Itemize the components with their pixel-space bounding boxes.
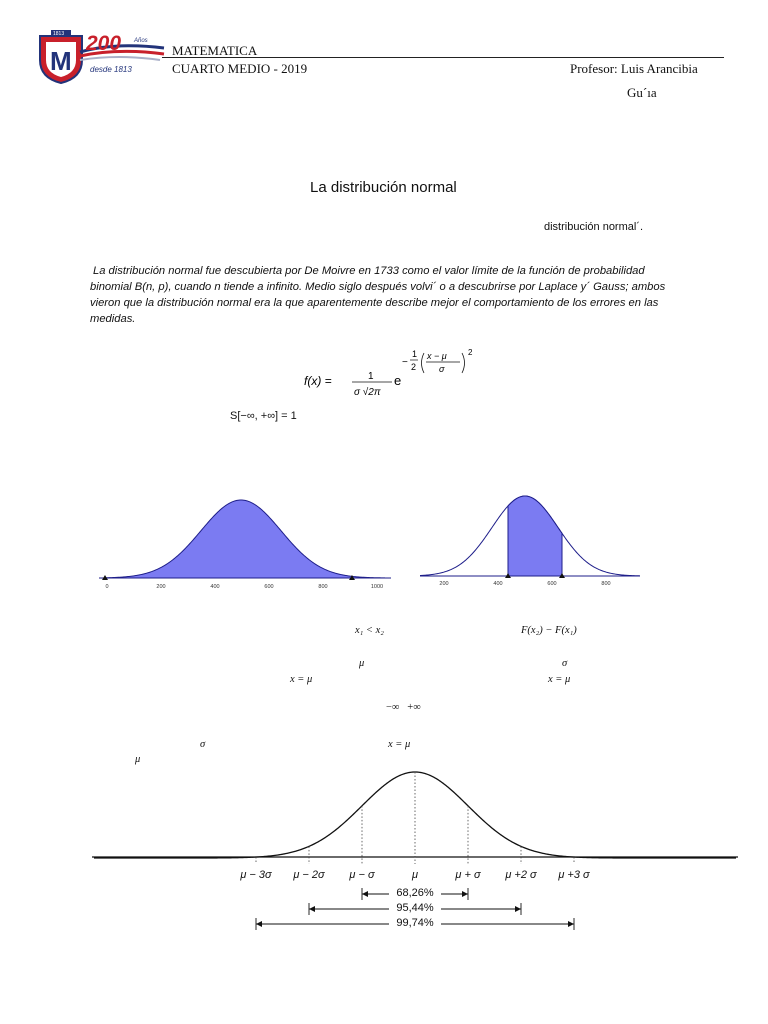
- range-arrow-head: [309, 906, 315, 912]
- right-tick-label: 800: [601, 581, 611, 587]
- formula-exp-num: 1: [412, 349, 418, 359]
- term-label: distribución normal´.: [544, 221, 644, 233]
- formula-exp-sign: −: [402, 357, 408, 368]
- normal-pdf-formula: [300, 345, 500, 405]
- note-x-eq-mu: x = μ: [548, 674, 571, 685]
- logo-year: 1813: [53, 31, 65, 37]
- left-tick-label: 800: [318, 584, 328, 590]
- range-arrow-head: [515, 906, 521, 912]
- formula-inner-den: σ: [439, 364, 445, 374]
- note-sigma-2: σ: [200, 739, 206, 750]
- range-label: 68,26%: [396, 887, 434, 899]
- left-tick-label: 0: [105, 584, 109, 590]
- note-x-eq-mu-3: x = μ: [388, 739, 411, 750]
- left-tick-label: 200: [156, 584, 166, 590]
- bell-tick-label: μ +2 σ: [505, 869, 537, 881]
- formula-lhs: f(x) =: [304, 374, 332, 388]
- right-curve-fill: [508, 496, 562, 576]
- course-label: CUARTO MEDIO - 2019: [172, 61, 308, 76]
- range-label: 99,74%: [396, 917, 434, 929]
- note-sigma: σ: [562, 658, 568, 669]
- bell-tick-label: μ + σ: [455, 869, 481, 881]
- range-arrow-head: [462, 891, 468, 897]
- note-infinities: −∞ +∞: [386, 702, 421, 713]
- bell-curve-diagram: [90, 760, 740, 935]
- integral-line: S[−∞, +∞] = 1: [230, 410, 297, 422]
- school-logo: [36, 28, 168, 84]
- subject-label: MATEMATICA: [172, 43, 258, 58]
- formula-power: 2: [468, 348, 473, 357]
- left-tick-label: 400: [210, 584, 220, 590]
- svg-text:M: M: [50, 46, 72, 76]
- formula-denominator: σ √2π: [354, 387, 381, 398]
- bell-tick-label: μ − 2σ: [293, 869, 325, 881]
- right-tick-label: 600: [547, 581, 557, 587]
- note-f-diff: F(x₂) − F(x₁): [521, 625, 577, 636]
- paragraph-line: vieron que la distribución normal era la que aparentemente describe mejor el comportamiento de los errores en las: [90, 297, 659, 309]
- formula-base: e: [394, 373, 402, 388]
- normal-curve-left: [95, 490, 395, 595]
- bell-range-arrows: [256, 886, 574, 930]
- bell-guide-lines: [256, 772, 574, 864]
- page-title: La distribución normal: [310, 179, 457, 196]
- formula-inner-num: x − μ: [427, 351, 447, 361]
- note-mu-2: μ: [135, 754, 141, 765]
- paragraph-line: La distribución normal fue descubierta por De Moivre en 1733 como el valor límite de la función de probabilidad: [93, 265, 645, 277]
- paragraph-line: binomial B(n, p), cuando n tiende a infinito. Medio siglo después volvi´ o a descubrirse por Laplace y´ Gauss; ambos: [90, 281, 666, 293]
- left-tick-label: 600: [264, 584, 274, 590]
- right-tick-labels: [439, 581, 610, 587]
- formula-exp-den: 2: [411, 362, 417, 372]
- left-curve-fill: [105, 500, 385, 578]
- formula-numerator: 1: [368, 371, 374, 382]
- bell-tick-label: μ +3 σ: [558, 869, 590, 881]
- normal-curve-right: [418, 490, 643, 595]
- logo-number: 200: [86, 32, 122, 55]
- right-tick-label: 400: [493, 581, 503, 587]
- left-tick-label: 1000: [370, 584, 384, 590]
- intro-paragraph: [90, 263, 718, 327]
- bell-tick-label: μ − 3σ: [240, 869, 272, 881]
- right-tick-label: 200: [439, 581, 449, 587]
- bell-tick-labels: [239, 869, 590, 881]
- teacher-label: Profesor: Luis Arancibia: [570, 61, 698, 76]
- left-tick-labels: [105, 584, 383, 590]
- note-mu: μ: [359, 658, 365, 669]
- logo-since: desde 1813: [90, 65, 132, 74]
- range-arrow-head: [568, 921, 574, 927]
- note-x-eq-mu: x = μ: [290, 674, 313, 685]
- note-x1-x2: x₁ < x₂: [355, 625, 384, 636]
- range-label: 95,44%: [396, 902, 434, 914]
- bell-tick-label: μ − σ: [349, 869, 375, 881]
- paragraph-line: medidas.: [90, 313, 136, 325]
- bell-tick-label: μ: [411, 869, 419, 881]
- range-arrow-head: [256, 921, 262, 927]
- doc-type-label: Gu´ıa: [627, 85, 657, 100]
- logo-anos: Años: [134, 38, 148, 44]
- range-arrow-head: [362, 891, 368, 897]
